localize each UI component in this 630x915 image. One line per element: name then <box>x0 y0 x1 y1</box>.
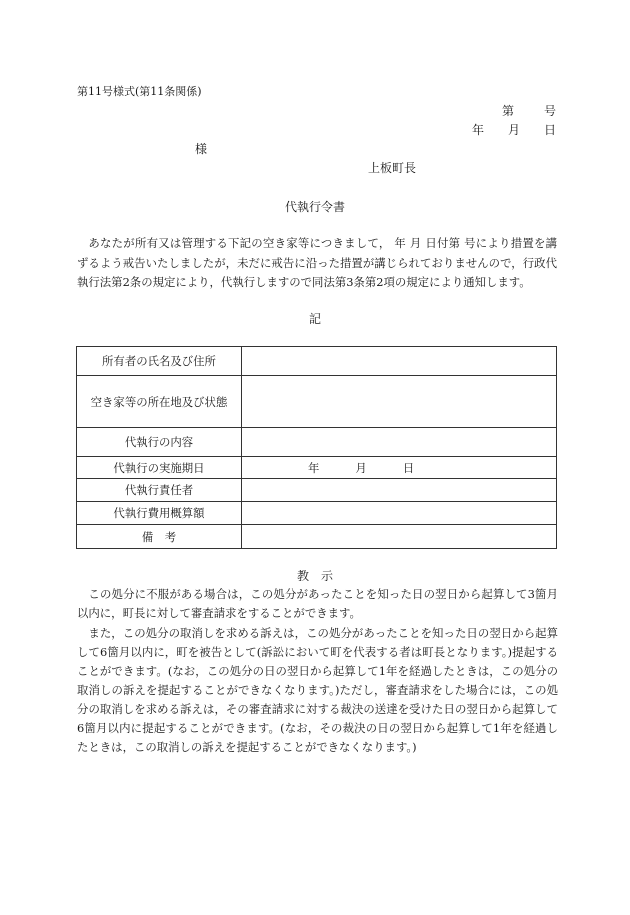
month-label: 月 <box>507 123 520 137</box>
recipient-honorific: 様 <box>195 142 208 156</box>
instruction-paragraph-1: この処分に不服がある場合は，この処分があったことを知った日の翌日から起算して3箇月以内に，町長に対して審査請求をすることができます。 <box>77 587 558 620</box>
table-row <box>77 428 557 457</box>
row-label-date: 代執行の実施期日 <box>77 457 242 479</box>
row-label-location: 空き家等の所在地及び状態 <box>77 376 242 428</box>
record-label: 記 <box>308 312 321 326</box>
issuer-name: 上板町長 <box>368 161 417 175</box>
form-number: 第11号様式(第11条関係) <box>77 85 202 98</box>
date-day-label: 日 <box>402 460 415 475</box>
row-value-date <box>242 457 557 479</box>
table-row <box>77 347 557 376</box>
details-table <box>76 346 557 549</box>
number-suffix: 号 <box>543 104 556 118</box>
issue-date-line <box>472 122 556 138</box>
table-row <box>77 502 557 525</box>
document-title: 代執行令書 <box>284 200 345 214</box>
date-year-label: 年 <box>308 460 320 475</box>
table-row <box>77 457 557 479</box>
row-value-owner <box>242 347 557 376</box>
number-prefix: 第 <box>501 104 514 118</box>
table-row <box>77 525 557 549</box>
notice-body: あなたが所有又は管理する下記の空き家等につきまして， 年 月 日付第 号により措置を講ずるよう戒告いたしましたが，未だに戒告に沿った措置が講じられておりませんので，行政代執行法第2条の規定により，代執行しますので同法第3条第2項の規定により通知します。 <box>77 236 557 289</box>
row-value-responsible <box>242 479 557 502</box>
day-label: 日 <box>543 123 556 137</box>
table-row <box>77 479 557 502</box>
row-value-content <box>242 428 557 457</box>
row-label-owner: 所有者の氏名及び住所 <box>77 347 242 376</box>
instruction-title: 教 示 <box>296 569 333 583</box>
row-value-remarks <box>242 525 557 549</box>
row-value-cost <box>242 502 557 525</box>
row-label-remarks: 備 考 <box>77 525 242 549</box>
document-number-line <box>502 103 556 119</box>
row-value-location <box>242 376 557 428</box>
row-label-cost: 代執行費用概算額 <box>77 502 242 525</box>
date-month-label: 月 <box>355 460 367 475</box>
table-row <box>77 376 557 428</box>
row-label-responsible: 代執行責任者 <box>77 479 242 502</box>
year-label: 年 <box>471 123 484 137</box>
instruction-paragraph-2: また，この処分の取消しを求める訴えは，この処分があったことを知った日の翌日から起算して6箇月以内に，町を被告として(訴訟において町を代表する者は町長となります。)提起することができます。(なお，この処分の日の翌日から起算して1年を経過したときは，この処分の取消しの訴えを提起することができなくなります。)ただし，審査請求をした場合には，この処分の取消しを求める訴えは，その審査請求に対する裁決の送達を受けた日の翌日から起算して6箇月以内に提起することができます。(なお，その裁決の日の翌日から起算して1年を経過したときは，この取消しの訴えを提起することができなくなります。) <box>77 626 558 754</box>
row-label-content: 代執行の内容 <box>77 428 242 457</box>
